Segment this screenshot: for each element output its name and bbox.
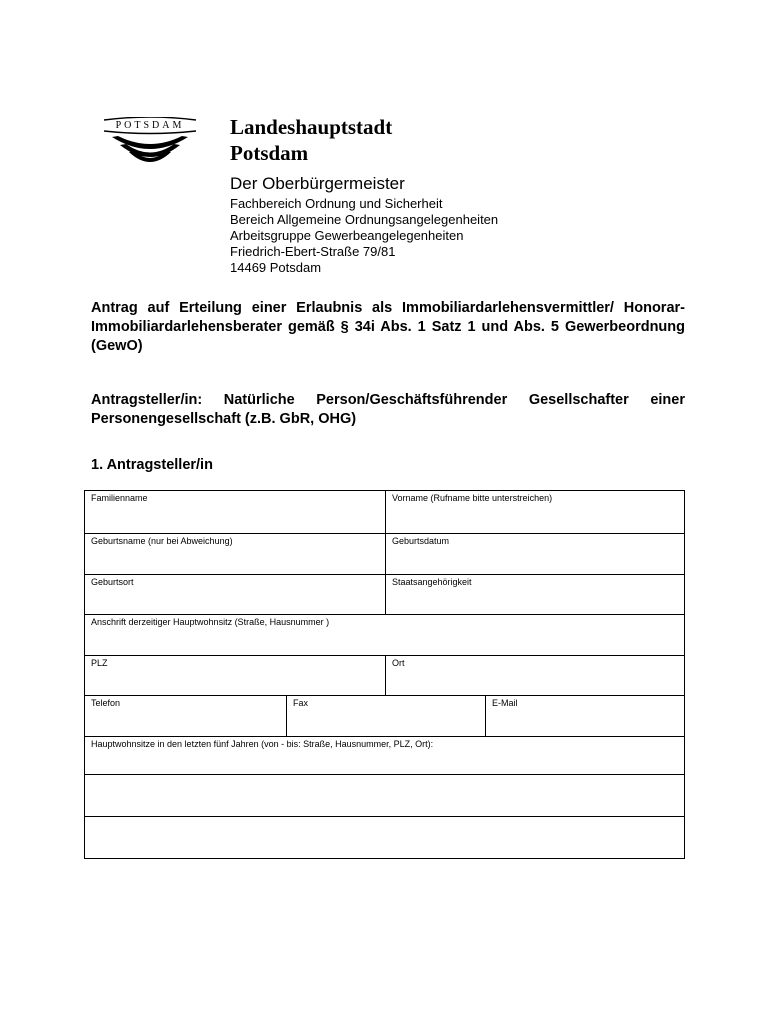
vorname-field[interactable]: Vorname (Rufname bitte unterstreichen) — [385, 491, 684, 533]
staatsangehoerigkeit-field[interactable]: Staatsangehörigkeit — [385, 575, 684, 614]
form-row — [85, 574, 684, 614]
section-title: 1. Antragsteller/in — [91, 457, 213, 473]
ort-field[interactable]: Ort — [385, 656, 684, 695]
address-line: Arbeitsgruppe Gewerbeangelegenheiten — [230, 228, 464, 243]
logo-text: POTSDAM — [115, 120, 185, 131]
fax-field[interactable]: Fax — [286, 696, 485, 736]
geburtsname-field[interactable]: Geburtsname (nur bei Abweichung) — [91, 536, 233, 546]
hauptwohnsitze-line[interactable] — [85, 775, 684, 816]
form-row — [85, 491, 684, 533]
form-row — [85, 816, 684, 858]
address-block — [230, 196, 498, 276]
application-heading: Antrag auf Erteilung einer Erlaubnis als Immobiliardarlehensvermittler/ Honorar-Immobiliardarlehensberater gemäß § 34i Abs. 1 Satz 1 und Abs. 5 Gewerbeordnung (GewO) — [91, 300, 685, 354]
email-field[interactable]: E-Mail — [485, 696, 684, 736]
address-line: Bereich Allgemeine Ordnungsangelegenheiten — [230, 212, 499, 227]
plz-field[interactable]: PLZ — [91, 658, 108, 668]
hauptwohnsitze-line[interactable] — [85, 817, 684, 858]
mayor-line: Der Oberbürgermeister — [230, 174, 405, 193]
city-line-2: Potsdam — [230, 141, 309, 165]
telefon-field[interactable]: Telefon — [91, 698, 121, 708]
anschrift-field[interactable]: Anschrift derzeitiger Hauptwohnsitz (Straße, Hausnummer ) — [91, 617, 330, 627]
form-row — [85, 655, 684, 695]
geburtsort-field[interactable]: Geburtsort — [91, 577, 134, 587]
potsdam-logo — [98, 117, 202, 171]
applicant-form — [84, 490, 685, 859]
form-row — [85, 533, 684, 574]
form-row — [85, 614, 684, 655]
address-line: Fachbereich Ordnung und Sicherheit — [230, 196, 443, 211]
city-title — [230, 114, 392, 166]
address-line: Friedrich-Ebert-Straße 79/81 — [230, 244, 396, 259]
familienname-field[interactable]: Familienname — [91, 493, 148, 503]
address-line: 14469 Potsdam — [230, 260, 322, 275]
city-line-1: Landeshauptstadt — [230, 115, 393, 139]
hauptwohnsitze-field[interactable]: Hauptwohnsitze in den letzten fünf Jahren (von - bis: Straße, Hausnummer, PLZ, Ort): — [91, 739, 434, 749]
form-row — [85, 774, 684, 816]
form-row — [85, 736, 684, 774]
applicant-heading: Antragsteller/in: Natürliche Person/Geschäftsführender Gesellschafter einer Personengesellschaft (z.B. GbR, OHG) — [91, 392, 685, 427]
geburtsdatum-field[interactable]: Geburtsdatum — [385, 534, 684, 574]
form-row — [85, 695, 684, 736]
